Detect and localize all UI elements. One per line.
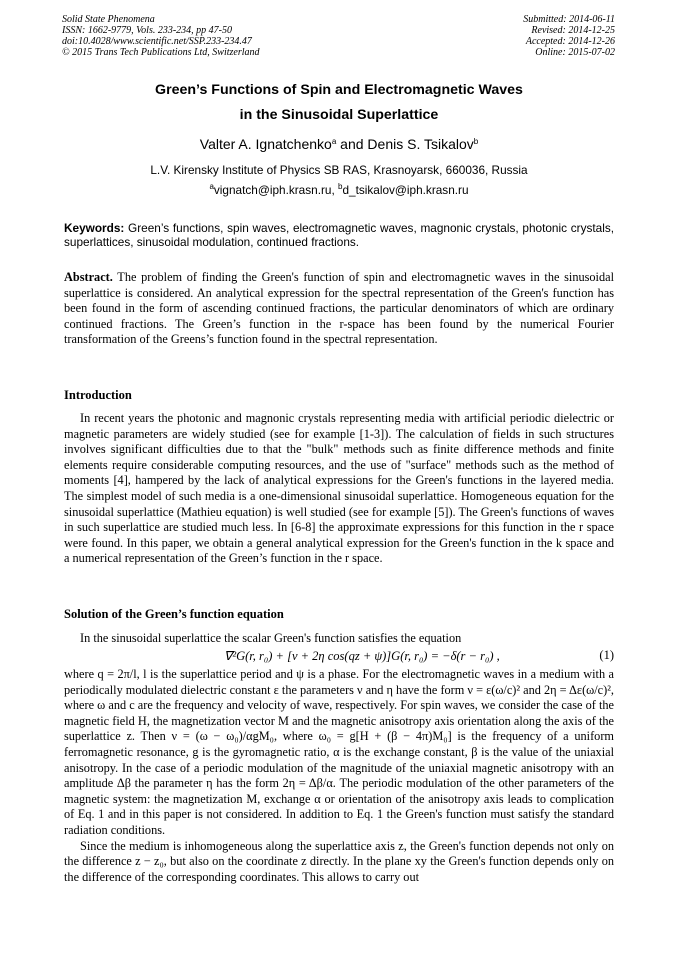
solution-paragraph-1: where q = 2π/l, l is the superlattice period and ψ is a phase. For the electromagnetic waves in a medium with a periodically modulated dielectric constant ε the parameters ν and η have the form ν = ε(ω/c)² and 2η = Δε(ω/c)², where ω and c are the frequency and velocity of wave, respectively. For spin waves, we consider the case of the magnetic field H, the magnetization vector M and the magnetic anisotropy axis orientation along the axis of the superlattice z. Then ν = (ω − ω₀)/αgM₀, where ω₀ = g[H + (β − 4π)M₀] is the frequency of a uniform ferromagnetic resonance, g is the gyromagnetic ratio, α is the exchange constant, β is the value of the uniaxial anisotropy. In the case of a periodic modulation of the magnitude of the uniaxial magnetic anisotropy with an amplitude Δβ the parameter η has the form 2η = Δβ/α. The periodic modulation of the other parameters of the magnetic system: the magnetization M, exchange α or orientation of the anisotropy axis leads to complication of Eq. 1 and in this paper is not considered. In addition to Eq. 1 the Green's function must satisfy the standard radiation conditions. (64, 667, 614, 837)
affiliation: L.V. Kirensky Institute of Physics SB RAS, Krasnoyarsk, 660036, Russia (150, 163, 528, 177)
submitted-date: Submitted: 2014-06-11 (523, 14, 615, 25)
author-1: Valter A. Ignatchenko (199, 136, 332, 152)
solution-paragraph-2: Since the medium is inhomogeneous along the superlattice axis z, the Green's function depends not only on the difference z − z₀, but also on the coordinate z directly. In the plane xy the Green's function depends only on the difference of the corresponding coordinates. This allows to carry out (64, 838, 614, 884)
introduction-heading: Introduction (64, 388, 132, 402)
abstract (64, 270, 614, 348)
author-2: and Denis S. Tsikalov (336, 136, 474, 152)
online-date: Online: 2015-07-02 (535, 47, 615, 58)
issn: ISSN: 1662-9779, Vols. 233-234, pp 47-50 (62, 25, 232, 36)
email-2: d_tsikalov@iph.krasn.ru (342, 183, 469, 197)
abstract-text: The problem of finding the Green's function of spin and electromagnetic waves in the sinusoidal superlattice is considered. An analytical expression for the spectral representation of the Green's function has been found in the form of ascending continued fractions, the particular denominators of which are ordinary continued fractions. The Green’s function in the r-space has been found by the numerical Fourier transformation of the Greens’s function found in the spectral representation. (64, 270, 614, 347)
accepted-date: Accepted: 2014-12-26 (525, 36, 615, 47)
article-dates (523, 14, 615, 58)
emails: $^a$vignatch@iph.krasn.ru, $^b$d_tsikalov@iph.krasn.ru (209, 182, 469, 197)
authors: Valter A. Ignatchenko$^a$ and Denis S. Tsikalov$^b$ (199, 136, 479, 152)
equation-1-number: (1) (599, 648, 614, 662)
email-1: vignatch@iph.krasn.ru, (213, 183, 339, 197)
journal-name: Solid State Phenomena (62, 14, 155, 25)
keywords-text: Green’s functions, spin waves, electromagnetic waves, magnonic crystals, photonic crystals, superlattices, sinusoidal modulation, continued fractions. (64, 221, 614, 249)
doi: doi:10.4028/www.scientific.net/SSP.233-234.47 (62, 36, 252, 47)
introduction-body (64, 411, 614, 567)
keywords (64, 221, 614, 249)
copyright: © 2015 Trans Tech Publications Ltd, Switzerland (62, 47, 260, 58)
solution-body (64, 667, 614, 885)
revised-date: Revised: 2014-12-25 (531, 25, 615, 36)
paper-title-line2: in the Sinusoidal Superlattice (239, 107, 439, 123)
introduction-paragraph: In recent years the photonic and magnonic crystals representing media with artificial periodic dielectric or magnetic parameters are widely studied (see for example [1-3]). The calculation of fields in such structures involves significant difficulties due to that the "bulk" methods such as finite difference methods and finite elements require considerable computing resources, and the use of "surface" methods such as the method of moments [4], hampered by the lack of analytical expressions for the Green's functions in the layered media. The simplest model of such media is a one-dimensional sinusoidal superlattice. Homogeneous equation for the sinusoidal superlattice (Mathieu equation) is well studied (see for example [5]). The Green's functions of waves in such superlattice are studied much less. In [6-8] the approximate expressions for this function in the r space were found. In this paper, we obtain a general analytical expression for the Green's function in the k space and a numerical representation of the Green’s function in the r space. (64, 411, 614, 566)
paper-title-line1: Green’s Functions of Spin and Electromagnetic Waves (155, 82, 523, 98)
journal-info (62, 14, 260, 58)
solution-heading: Solution of the Green’s function equation (64, 607, 284, 621)
solution-lead (64, 631, 614, 647)
solution-lead-text: In the sinusoidal superlattice the scalar Green's function satisfies the equation (80, 631, 462, 645)
keywords-label: Keywords: (64, 221, 125, 235)
equation-1-body: ∇²G(r, r₀) + [ν + 2η cos(qz + ψ)]G(r, r₀) = −δ(r − r₀) , (224, 649, 500, 663)
equation-1 (64, 648, 614, 664)
abstract-label: Abstract. (64, 270, 113, 284)
